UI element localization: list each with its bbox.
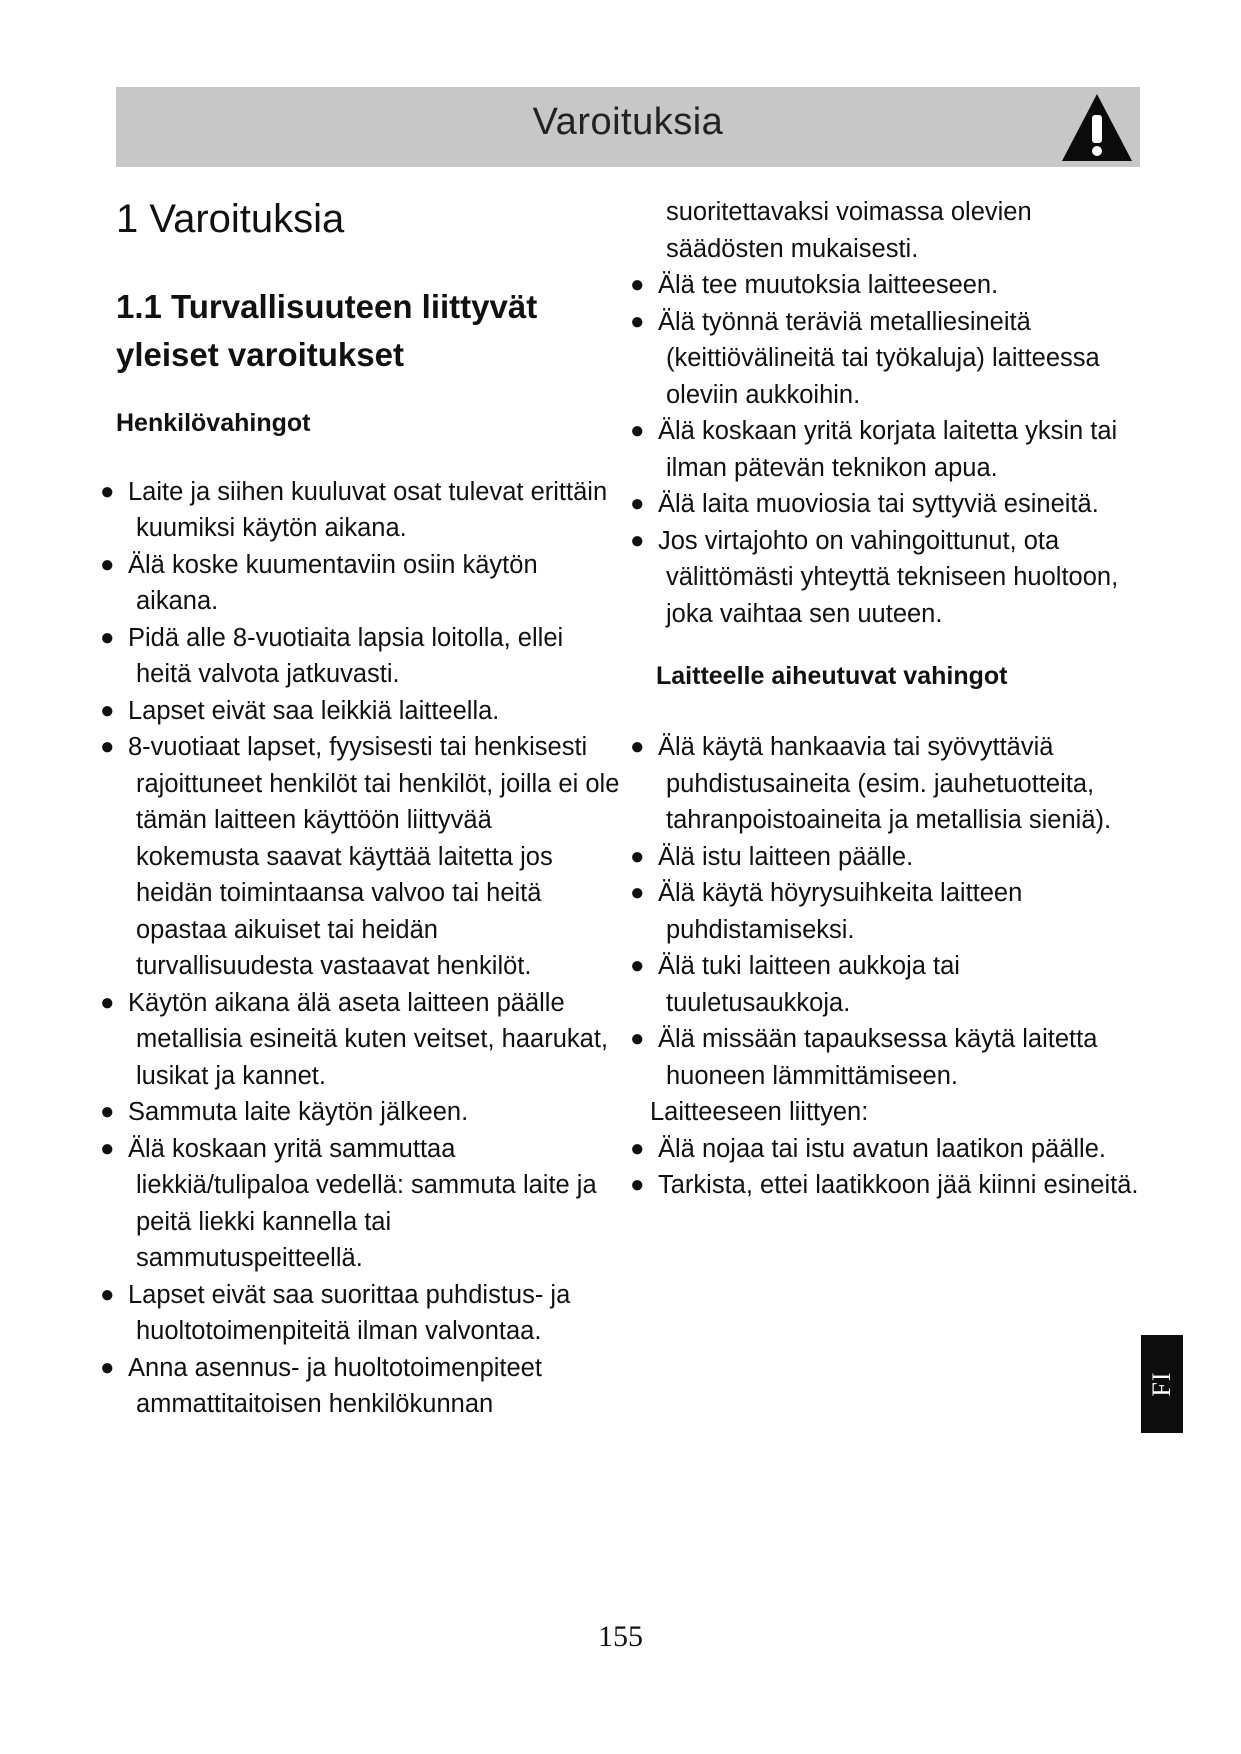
list-item-text: Pidä alle 8-vuotiaita lapsia loitolla, ellei heitä valvota jatkuvasti.	[128, 623, 564, 689]
bullet-icon: ●	[630, 879, 645, 906]
list-item-text: Käytön aikana älä aseta laitteen päälle metallisia esineitä kuten veitset, haarukat, lusikat ja kannet.	[128, 988, 608, 1090]
left-column	[100, 180, 620, 1423]
list-item	[100, 985, 620, 1095]
list-item-text: Älä koskaan yritä sammuttaa liekkiä/tulipaloa vedellä: sammuta laite ja peitä liekki kannella tai sammutuspeitteellä.	[128, 1134, 597, 1273]
list-item	[100, 1131, 620, 1277]
list-item-text: Älä työnnä teräviä metalliesineitä (keittiövälineitä tai työkaluja) laitteessa oleviin aukkoihin.	[658, 307, 1100, 409]
list-item	[100, 474, 620, 547]
list-item-text: Älä missään tapauksessa käytä laitetta huoneen lämmittämiseen.	[658, 1025, 1098, 1090]
bullet-icon: ●	[630, 307, 645, 335]
list-item	[100, 620, 620, 693]
list-item-text: Älä tuki laitteen aukkoja tai tuuletusaukkoja.	[658, 952, 960, 1017]
list-item-text: Älä tee muutoksia laitteeseen.	[658, 271, 999, 299]
section-title: 1 Varoituksia	[116, 197, 345, 241]
page-number: 155	[598, 1620, 643, 1653]
list-item-text: Sammuta laite käytön jälkeen.	[128, 1098, 469, 1127]
continuation-text: suoritettavaksi voimassa olevien säädösten mukaisesti.	[666, 198, 1032, 263]
list-item-text: Älä nojaa tai istu avatun laatikon päälle.	[658, 1134, 1106, 1163]
bullet-icon: ●	[630, 417, 645, 444]
bullet-icon: ●	[100, 623, 115, 651]
bullet-icon: ●	[100, 988, 115, 1016]
bullet-icon: ●	[100, 1353, 115, 1381]
bullet-icon: ●	[100, 696, 115, 724]
bullet-icon: ●	[630, 1134, 645, 1162]
list-item	[100, 1094, 620, 1131]
bullet-icon: ●	[100, 550, 115, 578]
list-item-text: Lapset eivät saa suorittaa puhdistus- ja huoltotoimenpiteitä ilman valvontaa.	[128, 1280, 571, 1346]
list-item-text: Anna asennus- ja huoltotoimenpiteet ammattitaitoisen henkilökunnan	[128, 1353, 542, 1419]
language-tab-label: FI	[1147, 1371, 1176, 1397]
bullet-icon: ●	[630, 733, 645, 760]
right-bullet-list-c	[630, 1131, 1150, 1204]
list-item	[100, 1277, 620, 1350]
list-item	[630, 413, 1150, 486]
list-item	[630, 875, 1150, 948]
bullet-icon: ●	[630, 952, 645, 979]
bullet-icon: ●	[100, 1280, 115, 1308]
list-item	[630, 948, 1150, 1021]
list-item	[100, 693, 620, 730]
list-item	[630, 1021, 1150, 1094]
list-item	[100, 1350, 620, 1423]
warning-triangle-icon	[1060, 91, 1134, 163]
header-title: Varoituksia	[532, 101, 724, 143]
list-item-text: Älä käytä höyrysuihkeita laitteen puhdistamiseksi.	[658, 879, 1023, 944]
right-column	[630, 180, 1150, 1204]
list-item-text: Älä laita muoviosia tai syttyviä esineitä.	[658, 490, 1099, 518]
right-bullet-list-a	[630, 267, 1150, 632]
bullet-icon: ●	[630, 271, 645, 298]
bullet-icon: ●	[630, 842, 645, 870]
language-tab	[1141, 1335, 1183, 1433]
list-item-text: Älä istu laitteen päälle.	[658, 842, 914, 871]
bullet-icon: ●	[100, 1134, 115, 1162]
list-item-text: Älä koske kuumentaviin osiin käytön aikana.	[128, 550, 538, 616]
list-item	[630, 1167, 1150, 1204]
list-item	[630, 1131, 1150, 1168]
bullet-icon: ●	[100, 477, 115, 505]
subhead-personal-injury: Henkilövahingot	[116, 408, 311, 437]
list-item	[100, 729, 620, 985]
subsection-title: 1.1 Turvallisuuteen liittyvät yleiset varoitukset	[116, 288, 538, 373]
list-item	[100, 547, 620, 620]
list-item-text: 8-vuotiaat lapset, fyysisesti tai henkisesti rajoittuneet henkilöt tai henkilöt, joilla ei ole tämän laitteen käyttöön liittyvää kokemusta saavat käyttää laitetta jos heidän toimintaansa valvoo tai heitä opastaa aikuiset tai heidän turvallisuudesta vastaavat henkilöt.	[128, 733, 620, 981]
list-item	[630, 267, 1150, 304]
list-item-text: Laite ja siihen kuuluvat osat tulevat erittäin kuumiksi käytön aikana.	[128, 477, 608, 543]
bullet-icon: ●	[630, 526, 645, 554]
list-item	[630, 729, 1150, 839]
header-bar	[116, 87, 1140, 167]
list-item-text: Lapset eivät saa leikkiä laitteella.	[128, 696, 500, 725]
left-bullet-list	[100, 474, 620, 1423]
list-item	[630, 839, 1150, 876]
list-item-text: Tarkista, ettei laatikkoon jää kiinni esineitä.	[658, 1171, 1139, 1199]
bullet-icon: ●	[630, 490, 645, 517]
list-item	[630, 486, 1150, 523]
list-item-text: Älä käytä hankaavia tai syövyttäviä puhdistusaineita (esim. jauhetuotteita, tahranpoistoaineita ja metallisia sieniä).	[658, 733, 1112, 834]
bullet-icon: ●	[100, 733, 115, 761]
list-item-text: Älä koskaan yritä korjata laitetta yksin tai ilman pätevän teknikon apua.	[658, 417, 1118, 482]
subhead-appliance-damage: Laitteelle aiheutuvat vahingot	[656, 662, 1008, 690]
list-item-text: Jos virtajohto on vahingoittunut, ota välittömästi yhteyttä tekniseen huoltoon, joka vaihtaa sen uuteen.	[658, 526, 1119, 628]
list-item	[630, 304, 1150, 414]
bullet-icon: ●	[100, 1098, 115, 1126]
bullet-icon: ●	[630, 1025, 645, 1052]
list-item	[630, 523, 1150, 633]
right-bullet-list-b	[630, 729, 1150, 1094]
bullet-icon: ●	[630, 1171, 645, 1198]
appliance-related-label: Laitteeseen liittyen:	[650, 1098, 869, 1126]
